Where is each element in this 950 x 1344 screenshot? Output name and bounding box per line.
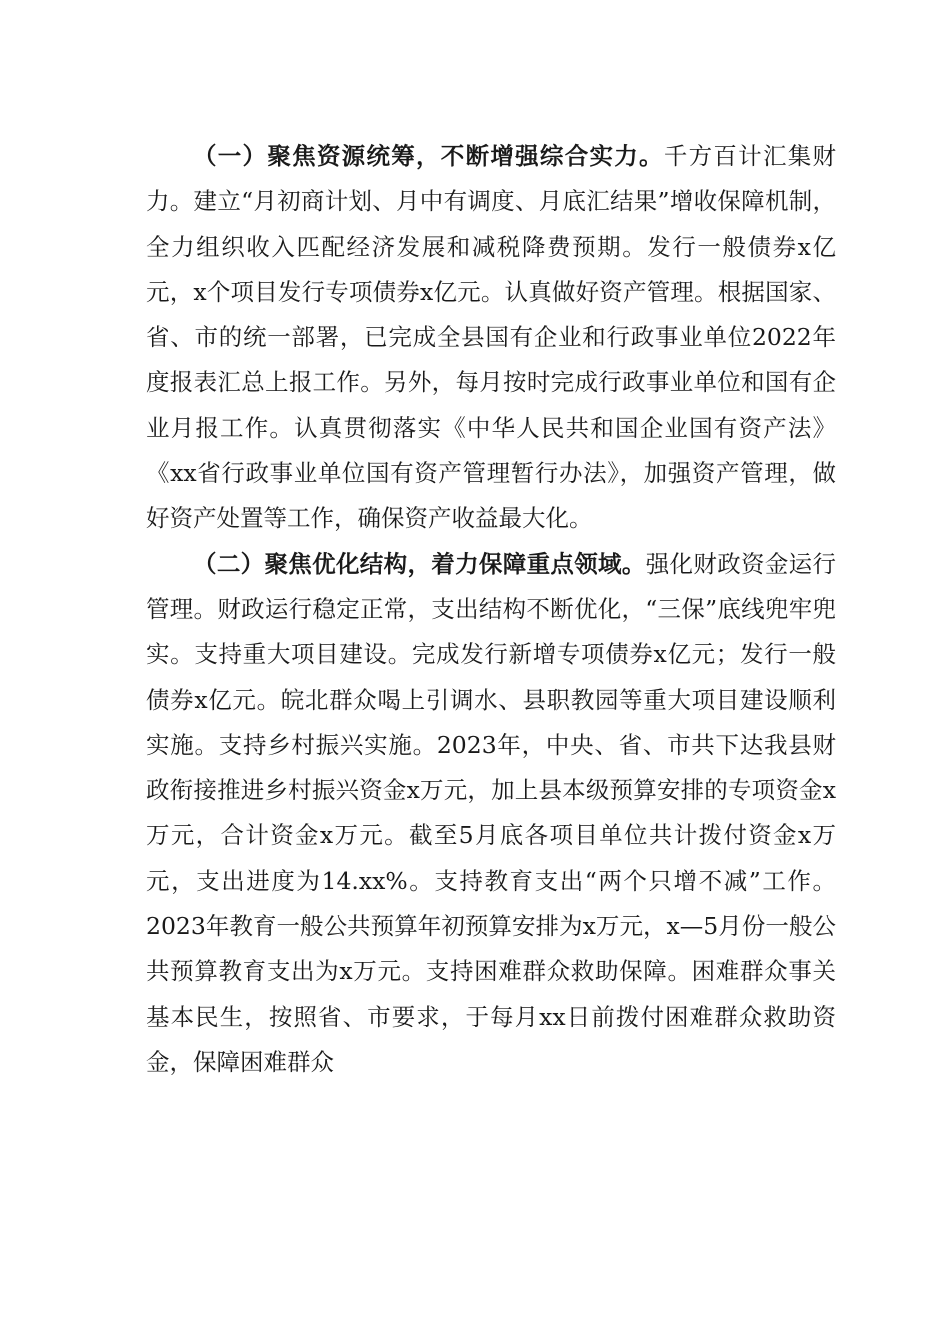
paragraph-2-heading: （二）聚焦优化结构，着力保障重点领域。 xyxy=(193,549,646,578)
document-body xyxy=(146,134,836,1085)
paragraph-1-heading: （一）聚焦资源统筹，不断增强综合实力。 xyxy=(193,142,664,170)
paragraph-1-body: 千方百计汇集财力。建立“月初商计划、月中有调度、月底汇结果”增收保障机制，全力组织收入匹配经济发展和减税降费预期。发行一般债券x亿元，x个项目发行专项债券x亿元。认真做好资产管理。根据国家、省、市的统一部署，已完成全县国有企业和行政事业单位2022年度报表汇总上报工作。另外，每月按时完成行政事业单位和国有企业月报工作。认真贯彻落实《中华人民共和国企业国有资产法》《xx省行政事业单位国有资产管理暂行办法》，加强资产管理，做好资产处置等工作，确保资产收益最大化。 xyxy=(146,142,837,533)
paragraph-2 xyxy=(146,542,836,1086)
paragraph-2-body: 强化财政资金运行管理。财政运行稳定正常，支出结构不断优化，“三保”底线兜牢兜实。支持重大项目建设。完成发行新增专项债券x亿元；发行一般债券x亿元。皖北群众喝上引调水、县职教园等重大项目建设顺利实施。支持乡村振兴实施。2023年，中央、省、市共下达我县财政衔接推进乡村振兴资金x万元，加上县本级预算安排的专项资金x万元，合计资金x万元。截至5月底各项目单位共计拨付资金x万元，支出进度为14.xx%。支持教育支出“两个只增不减”工作。2023年教育一般公共预算年初预算安排为x万元，x—5月份一般公共预算教育支出为x万元。支持困难群众救助保障。困难群众事关基本民生，按照省、市要求，于每月xx日前拨付困难群众救助资金，保障困难群众 xyxy=(146,549,837,1076)
paragraph-1 xyxy=(146,134,836,542)
